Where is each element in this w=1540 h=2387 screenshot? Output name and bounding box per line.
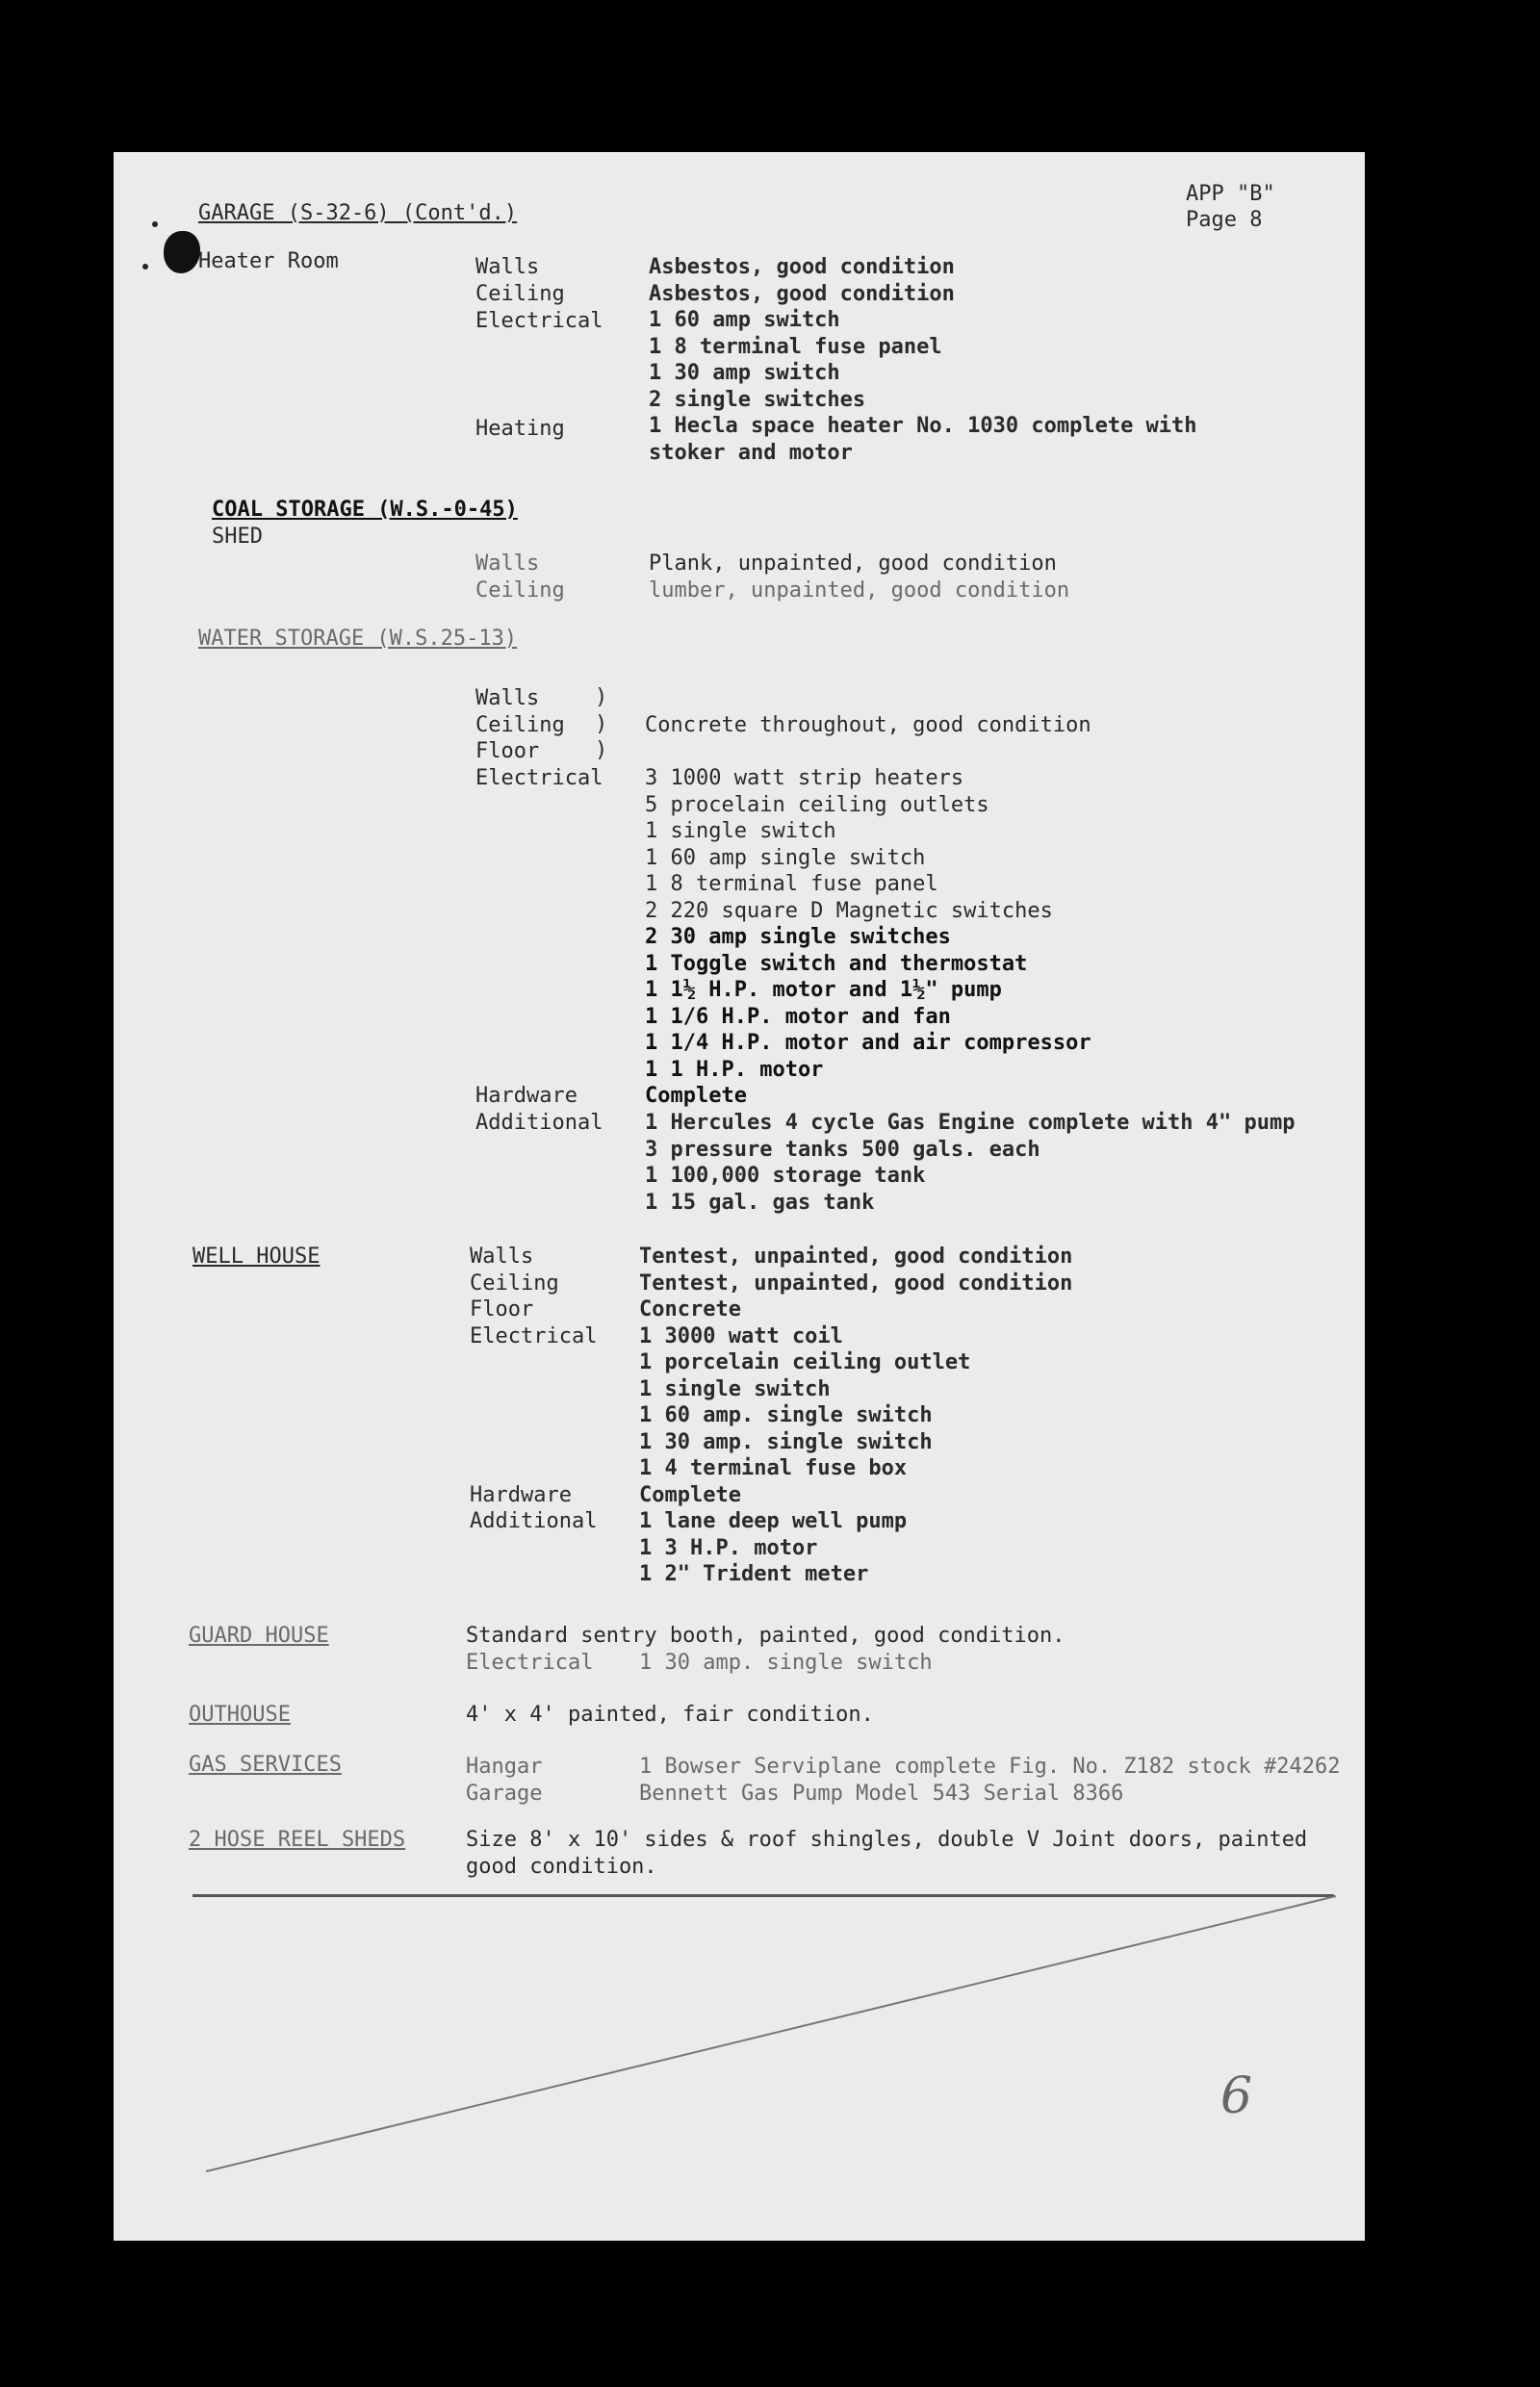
value-line: 1 30 amp switch <box>649 361 840 385</box>
value-line: Asbestos, good condition <box>649 255 955 279</box>
row-label: Hangar <box>466 1755 543 1779</box>
value-line: 1 2" Trident meter <box>639 1562 869 1586</box>
section-title-well-house: WELL HOUSE <box>192 1245 321 1269</box>
page-number: Page 8 <box>1186 208 1263 232</box>
appendix-ref: APP "B" <box>1186 182 1275 206</box>
value-line: 1 60 amp. single switch <box>639 1403 933 1427</box>
row-label: Additional <box>475 1111 603 1135</box>
row-label: Ceiling <box>475 282 565 306</box>
brace: ) <box>595 738 608 762</box>
row-label: Floor <box>470 1297 534 1322</box>
value-line: 2 30 amp single switches <box>645 925 951 949</box>
value-line: Complete <box>645 1084 747 1108</box>
row-label: Hardware <box>475 1084 578 1108</box>
row-label: Floor <box>475 739 540 763</box>
value-line: Asbestos, good condition <box>649 281 955 306</box>
value-line: 1 1/4 H.P. motor and air compressor <box>645 1031 1091 1055</box>
row-label: Garage <box>466 1781 543 1806</box>
value-line: 1 Toggle switch and thermostat <box>645 951 1028 976</box>
value-line: 2 220 square D Magnetic switches <box>645 898 1053 923</box>
value-line: 1 1½ H.P. motor and 1½" pump <box>645 978 1002 1002</box>
value-line: 1 3 H.P. motor <box>639 1535 818 1560</box>
value-line: Plank, unpainted, good condition <box>649 552 1057 576</box>
value-line: 1 30 amp. single switch <box>639 1429 933 1454</box>
row-label: Heating <box>475 417 565 441</box>
row-label: Hardware <box>470 1482 572 1507</box>
row-label: Additional <box>470 1509 598 1533</box>
guard-house-description: Standard sentry booth, painted, good condition. <box>466 1624 1065 1648</box>
value-line: 2 single switches <box>649 387 866 412</box>
row-label: Walls <box>470 1245 534 1269</box>
value-line: 1 8 terminal fuse panel <box>649 334 942 359</box>
value-line: 1 60 amp switch <box>649 308 840 332</box>
diagonal-cancel-line <box>114 152 1365 2241</box>
row-label: Walls <box>475 686 540 710</box>
value-line: 1 single switch <box>639 1376 831 1401</box>
value-line: 1 100,000 storage tank <box>645 1164 926 1188</box>
value-line: stoker and motor <box>649 440 853 465</box>
value-line: 1 Bowser Serviplane complete Fig. No. Z182 stock #24262 <box>639 1755 1341 1779</box>
value-line: 3 1000 watt strip heaters <box>645 766 964 790</box>
value-line: 1 Hercules 4 cycle Gas Engine complete with 4" pump <box>645 1111 1296 1135</box>
shed-label: SHED <box>212 525 263 549</box>
row-label: Walls <box>475 255 540 279</box>
row-label: Electrical <box>466 1651 594 1675</box>
outhouse-description: 4' x 4' painted, fair condition. <box>466 1703 874 1727</box>
section-title-gas-services: GAS SERVICES <box>189 1753 342 1777</box>
row-label: Electrical <box>470 1323 598 1348</box>
section-title-garage: GARAGE (S-32-6) (Cont'd.) <box>198 201 518 225</box>
value-line: lumber, unpainted, good condition <box>649 578 1070 603</box>
value-line: 1 8 terminal fuse panel <box>645 872 938 896</box>
row-label: Walls <box>475 552 540 576</box>
section-title-water-storage: WATER STORAGE (W.S.25-13) <box>198 627 518 651</box>
value-line: 1 Hecla space heater No. 1030 complete with <box>649 414 1197 438</box>
value-line: 1 porcelain ceiling outlet <box>639 1350 971 1374</box>
section-title-hose-reel-sheds: 2 HOSE REEL SHEDS <box>189 1828 406 1852</box>
section-title-coal-storage: COAL STORAGE (W.S.-0-45) <box>212 498 518 522</box>
row-label: Electrical <box>475 309 603 333</box>
value-line: Bennett Gas Pump Model 543 Serial 8366 <box>639 1781 1124 1806</box>
water-storage-group-value: Concrete throughout, good condition <box>645 713 1091 737</box>
heater-room-label: Heater Room <box>198 249 339 273</box>
handwritten-mark: 6 <box>1220 2067 1253 2125</box>
row-label: Electrical <box>475 766 603 790</box>
document-page <box>114 152 1365 2241</box>
value-line: 1 1/6 H.P. motor and fan <box>645 1004 951 1029</box>
value-line: Concrete <box>639 1297 741 1322</box>
value-line: 1 3000 watt coil <box>639 1323 843 1348</box>
value-line: 5 procelain ceiling outlets <box>645 792 989 817</box>
value-line: 1 60 amp single switch <box>645 845 926 870</box>
row-label: Ceiling <box>470 1270 559 1296</box>
row-label: Ceiling <box>475 578 565 603</box>
value-line: 1 single switch <box>645 819 836 843</box>
value-line: 1 15 gal. gas tank <box>645 1190 875 1215</box>
value-line: Tentest, unpainted, good condition <box>639 1270 1073 1296</box>
value-line: 3 pressure tanks 500 gals. each <box>645 1137 1040 1162</box>
value-line: Size 8' x 10' sides & roof shingles, double V Joint doors, painted <box>466 1828 1308 1852</box>
brace: ) <box>595 712 608 736</box>
value-line: good condition. <box>466 1854 657 1879</box>
section-title-guard-house: GUARD HOUSE <box>189 1624 329 1648</box>
value-line: Tentest, unpainted, good condition <box>639 1245 1073 1269</box>
value-line: 1 4 terminal fuse box <box>639 1456 908 1480</box>
value-line: 1 1 H.P. motor <box>645 1057 824 1082</box>
value-line: Complete <box>639 1482 741 1507</box>
value-line: 1 lane deep well pump <box>639 1509 908 1533</box>
row-label: Ceiling <box>475 712 565 737</box>
section-title-outhouse: OUTHOUSE <box>189 1703 291 1727</box>
brace: ) <box>595 685 608 709</box>
value-line: 1 30 amp. single switch <box>639 1651 933 1675</box>
